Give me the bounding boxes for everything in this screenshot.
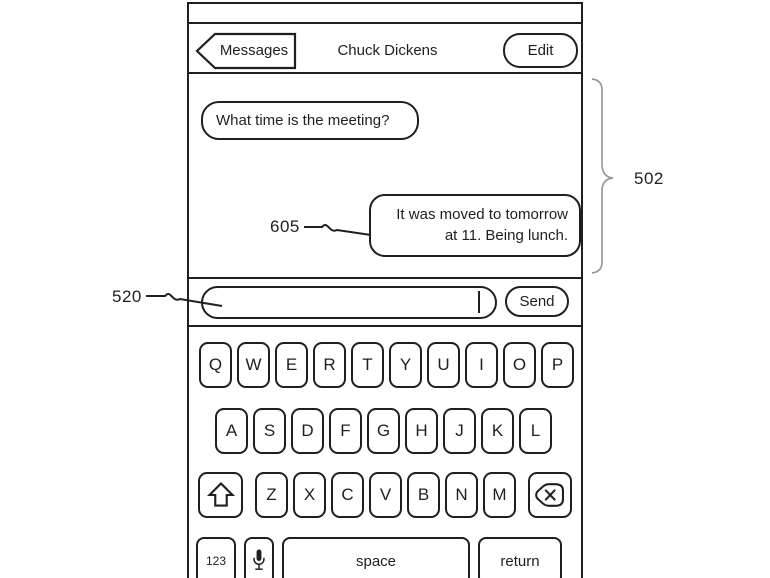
key-Q[interactable]: Q xyxy=(199,342,232,388)
key-T[interactable]: T xyxy=(351,342,384,388)
key-H[interactable]: H xyxy=(405,408,438,454)
shift-key[interactable] xyxy=(198,472,243,518)
key-E[interactable]: E xyxy=(275,342,308,388)
key-F[interactable]: F xyxy=(329,408,362,454)
key-L[interactable]: L xyxy=(519,408,552,454)
key-V[interactable]: V xyxy=(369,472,402,518)
keyboard-row-4 xyxy=(196,537,562,578)
key-S[interactable]: S xyxy=(253,408,286,454)
brace-502 xyxy=(592,79,613,273)
key-A[interactable]: A xyxy=(215,408,248,454)
shift-icon xyxy=(206,480,236,510)
keyboard-row-1 xyxy=(199,342,574,388)
send-button[interactable]: Send xyxy=(505,286,569,317)
keyboard-row-3 xyxy=(198,472,572,518)
ref-label-502: 502 xyxy=(634,169,664,188)
key-C[interactable]: C xyxy=(331,472,364,518)
key-I[interactable]: I xyxy=(465,342,498,388)
incoming-message-bubble: What time is the meeting? xyxy=(201,101,419,140)
contact-name: Chuck Dickens xyxy=(337,42,438,59)
key-D[interactable]: D xyxy=(291,408,324,454)
outgoing-message-line-1: It was moved to tomorrow xyxy=(396,206,568,223)
key-K[interactable]: K xyxy=(481,408,514,454)
backspace-key[interactable] xyxy=(528,472,572,518)
key-J[interactable]: J xyxy=(443,408,476,454)
return-key[interactable]: return xyxy=(478,537,562,578)
key-R[interactable]: R xyxy=(313,342,346,388)
dictation-key[interactable] xyxy=(244,537,274,578)
ref-label-605: 605 xyxy=(270,217,300,236)
key-N[interactable]: N xyxy=(445,472,478,518)
ref-label-520: 520 xyxy=(112,287,142,306)
key-G[interactable]: G xyxy=(367,408,400,454)
key-X[interactable]: X xyxy=(293,472,326,518)
outgoing-message-line-2: at 11. Being lunch. xyxy=(444,227,568,244)
status-bar xyxy=(189,4,581,22)
key-B[interactable]: B xyxy=(407,472,440,518)
edit-button[interactable]: Edit xyxy=(503,33,578,68)
key-W[interactable]: W xyxy=(237,342,270,388)
key-P[interactable]: P xyxy=(541,342,574,388)
key-Y[interactable]: Y xyxy=(389,342,422,388)
back-button-label[interactable]: Messages xyxy=(219,42,289,59)
numbers-key[interactable]: 123 xyxy=(196,537,236,578)
space-key[interactable]: space xyxy=(282,537,470,578)
key-M[interactable]: M xyxy=(483,472,516,518)
outgoing-message-bubble xyxy=(369,194,581,257)
keyboard-row-2 xyxy=(215,408,552,454)
key-U[interactable]: U xyxy=(427,342,460,388)
key-Z[interactable]: Z xyxy=(255,472,288,518)
text-cursor xyxy=(478,291,480,313)
message-input-field[interactable] xyxy=(201,286,497,319)
microphone-icon xyxy=(250,546,268,576)
backspace-icon xyxy=(531,480,569,510)
key-O[interactable]: O xyxy=(503,342,536,388)
